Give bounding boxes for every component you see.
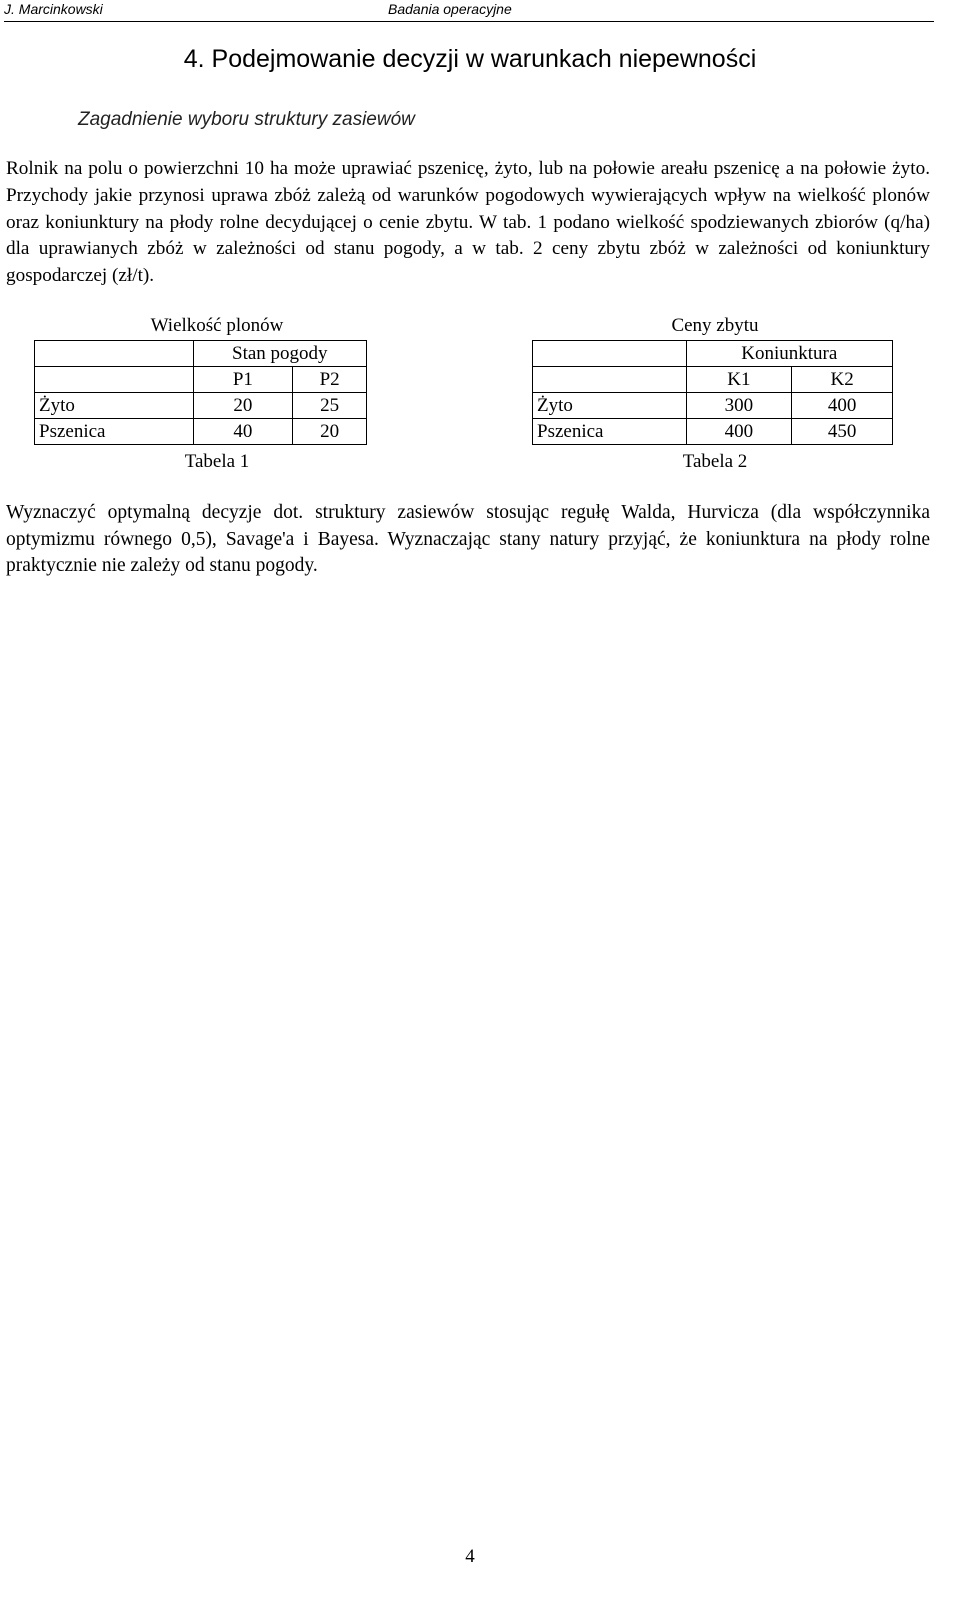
table1-caption: Wielkość plonów — [150, 315, 284, 336]
row-label: Pszenica — [533, 419, 687, 445]
table-cell: 25 — [293, 393, 367, 419]
table1-col-header: P2 — [293, 367, 367, 393]
intro-paragraph: Rolnik na polu o powierzchni 10 ha może uprawiać pszenicę, żyto, lub na połowie areału pszenicę a na połowie żyto. Przychody jakie przynosi uprawa zbóż zależą od warunków pogodowych wywierających wpływ na wielkość plonów oraz koniunktury na płody rolne decydującej o cenie zbytu. W tab. 1 podano wielkość spodziewanych zbiorów (q/ha) dla uprawianych zbóż w zależności od stanu pogody, a w tab. 2 ceny zbytu zbóż w zależności od koniunktury gospodarczej (zł/t). — [6, 158, 930, 287]
header-author: J. Marcinkowski — [4, 1, 103, 17]
section-subtitle: Zagadnienie wyboru struktury zasiewów — [78, 109, 415, 130]
running-header — [4, 0, 934, 22]
table1-columns-row — [35, 367, 367, 393]
table-cell: 40 — [193, 419, 293, 445]
section-title: 4. Podejmowanie decyzji w warunkach niepewności — [183, 45, 757, 73]
table2-header-row — [533, 341, 893, 367]
table-cell: 450 — [792, 419, 893, 445]
table1-corner — [35, 341, 194, 367]
table1-group-header: Stan pogody — [193, 341, 366, 367]
page-number: 4 — [465, 1546, 475, 1567]
table1-corner — [35, 367, 194, 393]
table2-corner — [533, 341, 687, 367]
table-cell: 400 — [686, 419, 792, 445]
table-cell: 400 — [792, 393, 893, 419]
table1-col-header: P1 — [193, 367, 293, 393]
row-label: Pszenica — [35, 419, 194, 445]
table2-caption: Ceny zbytu — [671, 315, 759, 336]
table2-columns-row — [533, 367, 893, 393]
header-subject: Badania operacyjne — [388, 1, 512, 17]
table-cell: 300 — [686, 393, 792, 419]
table-cell: 20 — [293, 419, 367, 445]
table-cell: 20 — [193, 393, 293, 419]
table-row — [533, 393, 893, 419]
row-label: Żyto — [533, 393, 687, 419]
table2-footer: Tabela 2 — [682, 451, 748, 472]
table1-footer: Tabela 1 — [184, 451, 250, 472]
table-row — [35, 419, 367, 445]
table2-prices — [532, 340, 893, 445]
table1-yield — [34, 340, 367, 445]
table1-header-row — [35, 341, 367, 367]
table-row — [533, 419, 893, 445]
row-label: Żyto — [35, 393, 194, 419]
table2-col-header: K1 — [686, 367, 792, 393]
table2-corner — [533, 367, 687, 393]
table2-group-header: Koniunktura — [686, 341, 892, 367]
table-row — [35, 393, 367, 419]
task-paragraph: Wyznaczyć optymalną decyzje dot. struktury zasiewów stosując regułę Walda, Hurvicza (dla współczynnika optymizmu równego 0,5), Savage'a i Bayesa. Wyznaczając stany natury przyjąć, że koniunktura na płody rolne praktycznie nie zależy od stanu pogody. — [6, 502, 930, 577]
table2-col-header: K2 — [792, 367, 893, 393]
